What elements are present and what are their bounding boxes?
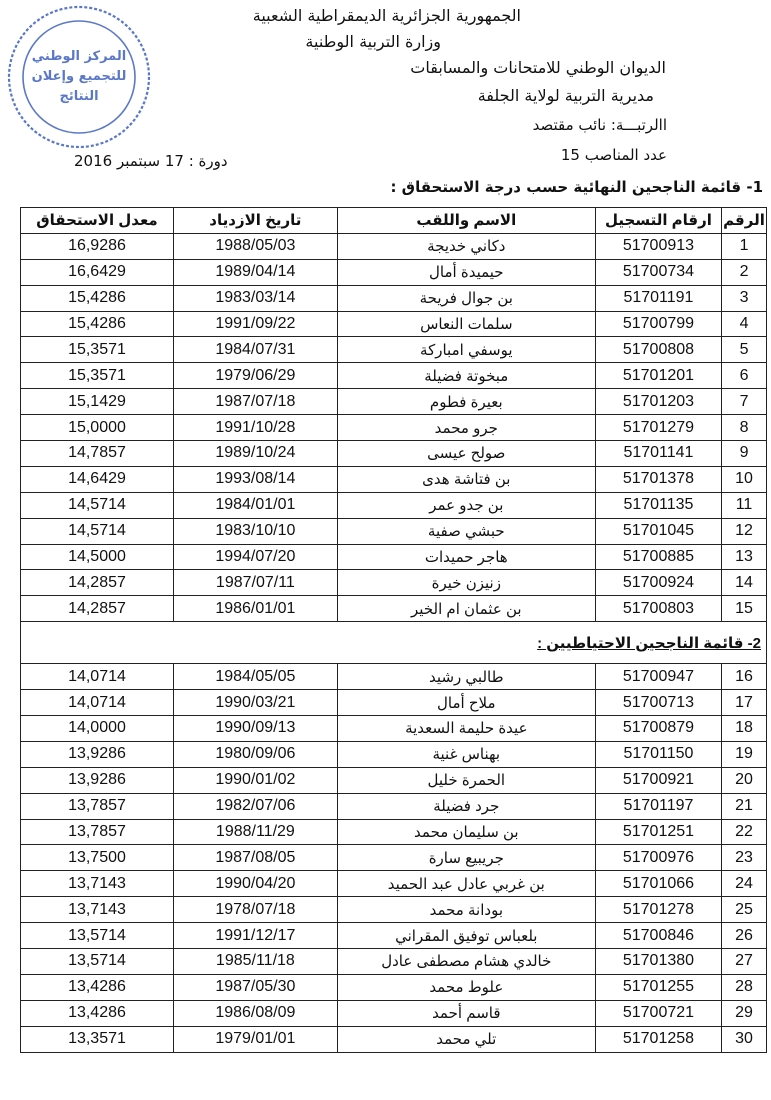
cell-name: بن جدو عمر	[337, 492, 595, 518]
section2-title-cell	[21, 622, 767, 664]
cell-date: 1989/04/14	[173, 259, 337, 285]
cell-avg: 13,7857	[21, 819, 174, 845]
cell-avg: 13,5714	[21, 949, 174, 975]
cell-date: 1983/03/14	[173, 285, 337, 311]
cell-name: جرو محمد	[337, 415, 595, 441]
cell-name: تلي محمد	[337, 1026, 595, 1052]
cell-reg: 51701251	[595, 819, 721, 845]
cell-name: قاسم أحمد	[337, 1000, 595, 1026]
reserve-list-body	[21, 664, 767, 1052]
cell-avg: 15,4286	[21, 311, 174, 337]
cell-date: 1988/11/29	[173, 819, 337, 845]
cell-avg: 13,7143	[21, 871, 174, 897]
cell-date: 1979/01/01	[173, 1026, 337, 1052]
cell-reg: 51700921	[595, 767, 721, 793]
cell-date: 1986/08/09	[173, 1000, 337, 1026]
cell-reg: 51701066	[595, 871, 721, 897]
cell-avg: 15,0000	[21, 415, 174, 441]
cell-no: 29	[722, 1000, 767, 1026]
cell-name: علوط محمد	[337, 974, 595, 1000]
cell-reg: 51701191	[595, 285, 721, 311]
cell-reg: 51701378	[595, 466, 721, 492]
cell-name: سلمات النعاس	[337, 311, 595, 337]
cell-reg: 51701380	[595, 949, 721, 975]
cell-reg: 51701045	[595, 518, 721, 544]
cell-date: 1978/07/18	[173, 897, 337, 923]
cell-name: بن سليمان محمد	[337, 819, 595, 845]
cell-reg: 51700713	[595, 690, 721, 716]
table-row	[21, 389, 767, 415]
cell-date: 1988/05/03	[173, 233, 337, 259]
cell-no: 23	[722, 845, 767, 871]
cell-avg: 14,0000	[21, 716, 174, 742]
cell-name: بن عثمان ام الخير	[337, 596, 595, 622]
cell-reg: 51700803	[595, 596, 721, 622]
cell-no: 15	[722, 596, 767, 622]
cell-reg: 51701278	[595, 897, 721, 923]
table-row	[21, 974, 767, 1000]
table-row	[21, 819, 767, 845]
cell-name: بودانة محمد	[337, 897, 595, 923]
cell-reg: 51700913	[595, 233, 721, 259]
cell-no: 25	[722, 897, 767, 923]
cell-date: 1979/06/29	[173, 363, 337, 389]
header-directorate: مديرية التربية لولاية الجلفة	[477, 86, 654, 105]
cell-no: 16	[722, 664, 767, 690]
cell-reg: 51700976	[595, 845, 721, 871]
cell-no: 17	[722, 690, 767, 716]
cell-name: هاجر حميدات	[337, 544, 595, 570]
cell-date: 1983/10/10	[173, 518, 337, 544]
cell-no: 4	[722, 311, 767, 337]
cell-date: 1991/12/17	[173, 923, 337, 949]
cell-no: 27	[722, 949, 767, 975]
table-row	[21, 518, 767, 544]
cell-no: 7	[722, 389, 767, 415]
cell-date: 1991/10/28	[173, 415, 337, 441]
cell-no: 21	[722, 793, 767, 819]
cell-date: 1982/07/06	[173, 793, 337, 819]
cell-avg: 14,5714	[21, 518, 174, 544]
cell-name: جريبيع سارة	[337, 845, 595, 871]
stamp-line-3: النتائج	[59, 89, 99, 104]
table-row	[21, 690, 767, 716]
results-table	[20, 207, 767, 1053]
cell-name: جرد فضيلة	[337, 793, 595, 819]
cell-name: يوسفي امباركة	[337, 337, 595, 363]
cell-no: 20	[722, 767, 767, 793]
cell-no: 26	[722, 923, 767, 949]
cell-reg: 51701150	[595, 741, 721, 767]
cell-reg: 51700879	[595, 716, 721, 742]
cell-no: 11	[722, 492, 767, 518]
cell-name: بن فتاشة هدى	[337, 466, 595, 492]
table-row	[21, 897, 767, 923]
cell-reg: 51700721	[595, 1000, 721, 1026]
cell-reg: 51701258	[595, 1026, 721, 1052]
cell-avg: 13,3571	[21, 1026, 174, 1052]
stamp-line-2: للتجميع وإعلان	[31, 69, 127, 84]
table-row	[21, 233, 767, 259]
cell-no: 9	[722, 441, 767, 467]
table-row	[21, 492, 767, 518]
table-row	[21, 949, 767, 975]
cell-date: 1990/09/13	[173, 716, 337, 742]
cell-name: بن جوال فريحة	[337, 285, 595, 311]
cell-no: 28	[722, 974, 767, 1000]
cell-avg: 15,3571	[21, 337, 174, 363]
cell-date: 1991/09/22	[173, 311, 337, 337]
session-date: دورة : 17 سبتمبر 2016	[74, 152, 228, 170]
cell-no: 12	[722, 518, 767, 544]
section2-title: 2- قائمة الناجحين الاحتياطيين :	[537, 634, 761, 652]
cell-reg: 51701201	[595, 363, 721, 389]
cell-reg: 51701135	[595, 492, 721, 518]
header-office: الديوان الوطني للامتحانات والمسابقات	[410, 58, 666, 77]
cell-no: 14	[722, 570, 767, 596]
cell-name: صولح عيسى	[337, 441, 595, 467]
cell-date: 1984/01/01	[173, 492, 337, 518]
cell-date: 1987/08/05	[173, 845, 337, 871]
table-row	[21, 285, 767, 311]
col-header-name: الاسم واللقب	[337, 208, 595, 234]
table-row	[21, 793, 767, 819]
table-row	[21, 311, 767, 337]
table-row	[21, 441, 767, 467]
table-row	[21, 664, 767, 690]
cell-reg: 51700885	[595, 544, 721, 570]
cell-name: عيدة حليمة السعدية	[337, 716, 595, 742]
cell-reg: 51700846	[595, 923, 721, 949]
cell-avg: 14,5714	[21, 492, 174, 518]
cell-name: بهناس غنية	[337, 741, 595, 767]
posts-count: عدد المناصب 15	[560, 146, 667, 164]
cell-name: الحمرة خليل	[337, 767, 595, 793]
table-row	[21, 259, 767, 285]
cell-avg: 14,0714	[21, 690, 174, 716]
cell-no: 24	[722, 871, 767, 897]
cell-no: 2	[722, 259, 767, 285]
table-row	[21, 596, 767, 622]
cell-name: حبشي صفية	[337, 518, 595, 544]
cell-date: 1987/07/11	[173, 570, 337, 596]
cell-reg: 51700924	[595, 570, 721, 596]
cell-reg: 51700808	[595, 337, 721, 363]
col-header-avg: معدل الاستحقاق	[21, 208, 174, 234]
stamp-line-1: المركز الوطني	[31, 49, 127, 64]
cell-avg: 16,9286	[21, 233, 174, 259]
cell-avg: 13,5714	[21, 923, 174, 949]
cell-reg: 51701279	[595, 415, 721, 441]
table-header-row	[21, 208, 767, 234]
cell-name: دكاني خديجة	[337, 233, 595, 259]
cell-avg: 14,6429	[21, 466, 174, 492]
cell-reg: 51701203	[595, 389, 721, 415]
cell-avg: 13,4286	[21, 974, 174, 1000]
cell-no: 18	[722, 716, 767, 742]
cell-avg: 15,3571	[21, 363, 174, 389]
cell-avg: 15,1429	[21, 389, 174, 415]
table-row	[21, 570, 767, 596]
col-header-date: تاريخ الازدياد	[173, 208, 337, 234]
cell-date: 1993/08/14	[173, 466, 337, 492]
cell-reg: 51700947	[595, 664, 721, 690]
table-row	[21, 767, 767, 793]
cell-reg: 51701255	[595, 974, 721, 1000]
cell-reg: 51700799	[595, 311, 721, 337]
rank-label: االرتبـــة: نائب مقتصد	[532, 116, 667, 134]
cell-date: 1990/03/21	[173, 690, 337, 716]
cell-avg: 14,5000	[21, 544, 174, 570]
cell-avg: 13,9286	[21, 741, 174, 767]
cell-date: 1989/10/24	[173, 441, 337, 467]
cell-no: 13	[722, 544, 767, 570]
cell-date: 1984/07/31	[173, 337, 337, 363]
table-row	[21, 923, 767, 949]
table-row	[21, 845, 767, 871]
header-republic: الجمهورية الجزائرية الديمقراطية الشعبية	[252, 6, 521, 25]
header-ministry: وزارة التربية الوطنية	[305, 32, 441, 51]
cell-date: 1986/01/01	[173, 596, 337, 622]
cell-avg: 13,7143	[21, 897, 174, 923]
cell-name: خالدي هشام مصطفى عادل	[337, 949, 595, 975]
section2-row-group	[21, 622, 767, 664]
cell-avg: 14,7857	[21, 441, 174, 467]
table-row	[21, 741, 767, 767]
table-row	[21, 415, 767, 441]
cell-reg: 51701197	[595, 793, 721, 819]
cell-date: 1980/09/06	[173, 741, 337, 767]
cell-date: 1987/07/18	[173, 389, 337, 415]
col-header-no: الرقم	[722, 208, 767, 234]
cell-name: بن غربي عادل عبد الحميد	[337, 871, 595, 897]
cell-no: 30	[722, 1026, 767, 1052]
cell-date: 1994/07/20	[173, 544, 337, 570]
cell-no: 5	[722, 337, 767, 363]
cell-name: ملاح أمال	[337, 690, 595, 716]
table-row	[21, 544, 767, 570]
cell-no: 6	[722, 363, 767, 389]
cell-avg: 13,9286	[21, 767, 174, 793]
cell-avg: 14,0714	[21, 664, 174, 690]
cell-name: زنيزن خيرة	[337, 570, 595, 596]
cell-no: 19	[722, 741, 767, 767]
cell-no: 22	[722, 819, 767, 845]
section2-row	[21, 622, 767, 664]
cell-name: طالبي رشيد	[337, 664, 595, 690]
table-row	[21, 1000, 767, 1026]
cell-avg: 16,6429	[21, 259, 174, 285]
cell-avg: 13,7500	[21, 845, 174, 871]
cell-date: 1985/11/18	[173, 949, 337, 975]
cell-date: 1984/05/05	[173, 664, 337, 690]
cell-avg: 13,7857	[21, 793, 174, 819]
final-list-body	[21, 233, 767, 621]
cell-name: بلعباس توفيق المقراني	[337, 923, 595, 949]
col-header-reg: ارقام التسجيل	[595, 208, 721, 234]
cell-name: بعيرة فطوم	[337, 389, 595, 415]
table-row	[21, 466, 767, 492]
cell-avg: 14,2857	[21, 596, 174, 622]
table-row	[21, 363, 767, 389]
cell-no: 8	[722, 415, 767, 441]
cell-avg: 13,4286	[21, 1000, 174, 1026]
cell-name: مبخوتة فضيلة	[337, 363, 595, 389]
cell-name: حيميدة أمال	[337, 259, 595, 285]
table-row	[21, 871, 767, 897]
cell-date: 1990/04/20	[173, 871, 337, 897]
table-row	[21, 1026, 767, 1052]
table-row	[21, 716, 767, 742]
cell-avg: 15,4286	[21, 285, 174, 311]
table-row	[21, 337, 767, 363]
cell-avg: 14,2857	[21, 570, 174, 596]
cell-no: 3	[722, 285, 767, 311]
section1-title: 1- قائمة الناجحين النهائية حسب درجة الاستحقاق :	[390, 178, 763, 196]
cell-no: 1	[722, 233, 767, 259]
cell-reg: 51700734	[595, 259, 721, 285]
cell-date: 1987/05/30	[173, 974, 337, 1000]
cell-no: 10	[722, 466, 767, 492]
cell-reg: 51701141	[595, 441, 721, 467]
cell-date: 1990/01/02	[173, 767, 337, 793]
